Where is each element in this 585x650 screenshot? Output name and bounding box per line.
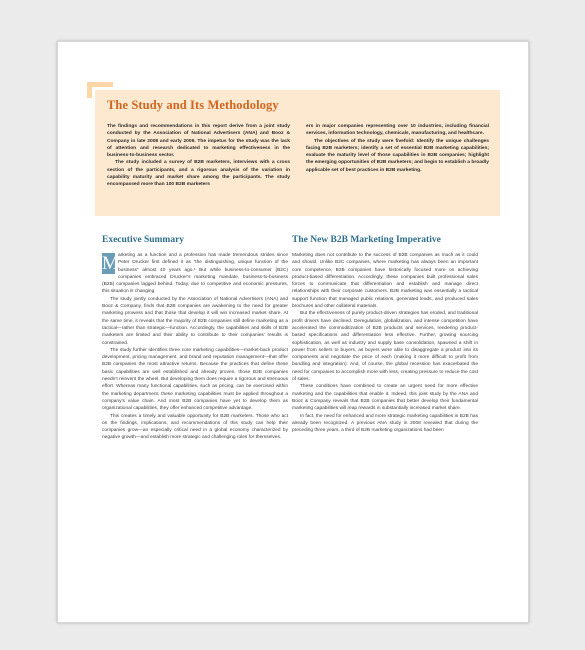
callout-title: The Study and Its Methodology <box>107 98 279 112</box>
callout-paragraph: ers in major companies representing over 10 industries, including financial services, information technology, chemicals, manufacturing, and healthcare. <box>306 124 489 137</box>
body-paragraph: This creates a timely and valuable opportunity for B2B marketers. Those who act on the findings, implications, and recommendations of this study can help their companies grow—an especially critical need in a global economy characterized by negative growth—and establish more strategic and challenging roles for themselves. <box>102 413 288 441</box>
methodology-callout-box <box>95 90 500 216</box>
callout-column-left <box>107 123 290 188</box>
callout-paragraph: The findings and recommendations in this report derive from a joint study conducted by the Association of National Advertisers (ANA) and Booz & Company in late 2008 and early 2009. The impetus for the study was the lack of attention and research dedicated to marketing effectiveness in the business-to-business sector. <box>107 124 290 158</box>
body-paragraph: The study further identifies three core marketing capabilities—market-back product development, pricing management, and brand and reputation management—that offer B2B companies the most attractive returns. Because the practices that define these basic capabilities are well established and already proven, those B2B companies needn’t reinvent the wheel. But developing them does require a rigorous and strenuous effort. Whereas many functional capabilities, such as pricing, can be exercised within the marketing department, these marketing capabilities must be applied throughout a company’s value chain. And most B2B companies have yet to develop them as organizational capabilities, they offer enhanced competitive advantage. <box>102 347 288 412</box>
new-b2b-imperative-heading: The New B2B Marketing Imperative <box>292 235 441 245</box>
imperative-column <box>292 252 478 434</box>
drop-cap-letter: M <box>102 253 119 274</box>
corner-bracket-decoration <box>87 82 113 98</box>
body-paragraph: The study jointly conducted by the Association of National Advertisers (ANA) and Booz & Company, finds that B2B companies are awakening to the need for greater marketing prowess and that those that develop it will win increased market share. At the same time, it reveals that the majority of B2B companies still define marketing as a tactical—rather than strategic—function. Accordingly, the capabilities and skills of B2B marketers are limited and their ability to contribute to their companies’ results is constrained. <box>102 296 288 346</box>
body-paragraph: These conditions have combined to create an urgent need for more effective marketing and the capabilities that enable it. Indeed, this joint study by the ANA and Booz & Company reveals that B2B companies that better develop their fundamental marketing capabilities will reap rewards in substantially increased market share. <box>292 384 478 412</box>
callout-paragraph: The objectives of the study were fivefold: Identify the unique challenges facing B2B marketers; identify a set of essential B2B marketing capabilities; evaluate the maturity level of those capabilities in B2B companies; highlight the emerging opportunities of B2B marketers; and begin to establish a broadly applicable set of best practices in B2B marketing. <box>306 138 489 173</box>
body-paragraph: Marketing does not contribute to the success of B2B companies as much as it could and should. Unlike B2C companies, where marketing has always been an important core competence, B2B companies have historically focused more on achieving product-based differentiation. Accordingly, these companies built professional sales forces to communicate that differentiation and establish and manage direct relationships with their corporate customers. B2B marketing was essentially a tactical support function that managed public relations, generated leads, and produced sales brochures and other collateral materials. <box>292 253 478 310</box>
body-paragraph <box>102 252 288 296</box>
callout-column-right <box>306 123 489 174</box>
paragraph-text: arketing as a function and a profession has made tremendous strides since Peter Drucker first defined it as “the distinguishing, unique function of the business” almost 40 years ago.¹ But while business-to-consumer (B2C) companies embraced Drucker’s marketing mandate, business-to-business (B2B) companies lagged behind. Today, due to competitive and economic pressures, this situation is changing. <box>102 253 288 295</box>
executive-summary-heading: Executive Summary <box>102 235 185 245</box>
body-paragraph: In fact, the need for enhanced and more strategic marketing capabilities in B2B has already been recognized. A previous ANA study in 2008 revealed that during the preceding three years, a third of B2B marketing organizations had been <box>292 413 478 434</box>
body-paragraph: But the effectiveness of purely product-driven strategies has eroded, and traditional profit drivers have declined. Deregulation, globalization, and intense competition have accelerated the commoditization of B2B products and services, rendering product-based specifications and differentiation less effective. Further, growing sourcing sophistication, as well as industry and supply base consolidation, spawned a shift in power from sellers to buyers, as buyers were able to disaggregate a product into its components and negotiate the price of each (making it more difficult to profit from bundling and integration). And, of course, the global recession has exacerbated the need for companies to accomplish more with less, creating pressure to reduce the cost of sales. <box>292 311 478 383</box>
callout-paragraph: The study included a survey of B2B marketers, interviews with a cross section of the participants, and a rigorous analysis of the variation in capability maturity and market share among the participants. The study encompassed more than 100 B2B marketers <box>107 160 290 187</box>
executive-summary-column <box>102 252 288 442</box>
document-page <box>57 41 529 623</box>
